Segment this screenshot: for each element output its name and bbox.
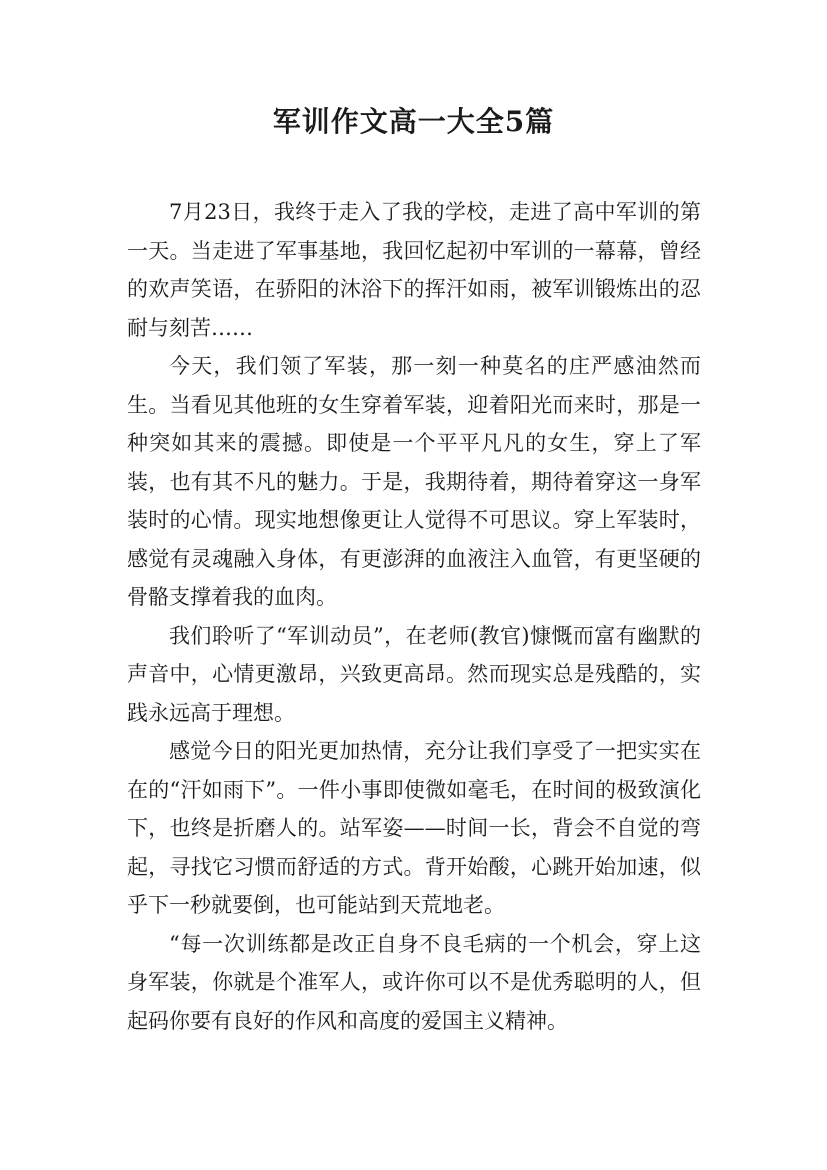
paragraph-4: 感觉今日的阳光更加热情，充分让我们享受了一把实实在在的“汗如雨下”。一件小事即使微如毫毛，在时间的极致演化下，也终是折磨人的。站军姿——时间一长，背会不自觉的弯起，寻找它习惯而舒适的方式。背开始酸，心跳开始加速，似乎下一秒就要倒，也可能站到天荒地老。 bbox=[127, 739, 701, 917]
paragraph-2: 今天，我们领了军装，那一刻一种莫名的庄严感油然而生。当看见其他班的女生穿着军装，迎着阳光而来时，那是一种突如其来的震撼。即使是一个平平凡凡的女生，穿上了军装，也有其不凡的魅力。于是，我期待着，期待着穿这一身军装时的心情。现实地想像更让人觉得不可思议。穿上军装时，感觉有灵魂融入身体，有更澎湃的血液注入血管，有更坚硬的骨骼支撑着我的血肉。 bbox=[127, 354, 701, 609]
document-body bbox=[127, 193, 701, 1040]
paragraph-1: 7月23日，我终于走入了我的学校，走进了高中军训的第一天。当走进了军事基地，我回忆起初中军训的一幕幕，曾经的欢声笑语，在骄阳的沐浴下的挥汗如雨，被军训锻炼出的忍耐与刻苦…… bbox=[127, 200, 701, 340]
paragraph-3: 我们聆听了“军训动员”，在老师(教官)慷慨而富有幽默的声音中，心情更激昂，兴致更高昂。然而现实总是残酷的，实践永远高于理想。 bbox=[127, 623, 701, 725]
paragraph-5: “每一次训练都是改正自身不良毛病的一个机会，穿上这身军装，你就是个准军人，或许你可以不是优秀聪明的人，但起码你要有良好的作风和高度的爱国主义精神。 bbox=[127, 931, 701, 1033]
document-title: 军训作文高一大全5篇 bbox=[272, 105, 555, 138]
